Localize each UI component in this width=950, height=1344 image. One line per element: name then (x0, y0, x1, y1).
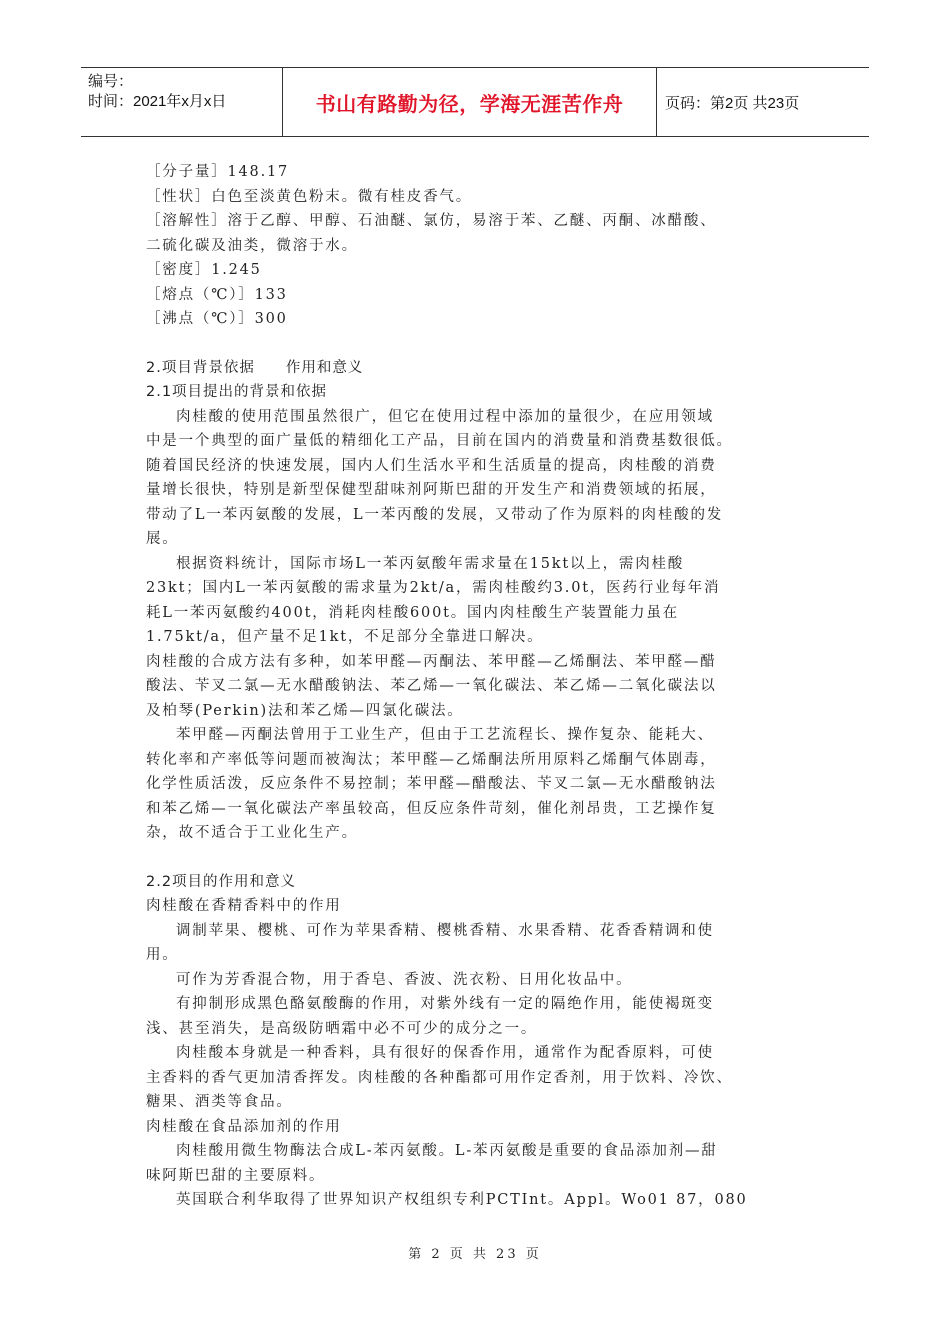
text-line: 及柏琴(Perkin)法和苯乙烯—四氯化碳法。 (146, 702, 464, 719)
text-line: ［性状］白色至淡黄色粉末。微有桂皮香气。 (146, 188, 472, 205)
document-body (146, 160, 818, 1213)
header-table (81, 67, 869, 137)
text-line: 肉桂酸的合成方法有多种，如苯甲醛—丙酮法、苯甲醛—乙烯酮法、苯甲醛—醋 (146, 653, 717, 670)
text-line: 化学性质活泼，反应条件不易控制；苯甲醛—醋酸法、苄叉二氯—无水醋酸钠法 (146, 776, 717, 792)
header-date: 时间：2021年x月x日 (88, 93, 227, 110)
text-line: 带动了L一苯丙氨酸的发展，L一苯丙酸的发展，又带动了作为原料的肉桂酸的发 (146, 506, 724, 523)
text-line: 耗L一苯丙氨酸约400t，消耗肉桂酸600t。国内肉桂酸生产装置能力虽在 (146, 604, 679, 621)
text-line: 糖果、酒类等食品。 (146, 1094, 293, 1110)
text-line: 用。 (146, 947, 179, 963)
text-line: 苯甲醛—丙酮法曾用于工业生产，但由于工艺流程长、操作复杂、能耗大、 (176, 727, 714, 743)
text-line: 肉桂酸本身就是一种香料，具有很好的保香作用，通常作为配香原料，可使 (176, 1045, 714, 1061)
text-line: 有抑制形成黑色酪氨酸酶的作用，对紫外线有一定的隔绝作用，能使褐斑变 (176, 996, 714, 1012)
text-line: 转化率和产率低等问题而被淘汰；苯甲醛—乙烯酮法所用原料乙烯酮气体剧毒， (146, 751, 717, 768)
text-line: ［熔点（℃）］133 (146, 286, 288, 303)
text-line: 肉桂酸在食品添加剂的作用 (146, 1118, 342, 1135)
text-line: 量增长很快，特别是新型保健型甜味剂阿斯巴甜的开发生产和消费领域的拓展， (146, 482, 717, 498)
text-line: 主香料的香气更加清香挥发。肉桂酸的各种酯都可用作定香剂，用于饮料、冷饮、 (146, 1069, 733, 1086)
header-page-info: 页码：第2页 共23页 (665, 94, 800, 112)
text-line: ［溶解性］溶于乙醇、甲醇、石油醚、氯仿，易溶于苯、乙醚、丙酮、冰醋酸、 (146, 213, 717, 229)
page-footer: 第 2 页 共 23 页 (408, 1247, 542, 1262)
text-line: 中是一个典型的面广量低的精细化工产品，目前在国内的消费量和消费基数很低。 (146, 433, 733, 449)
header-motto: 书山有路勤为径，学海无涯苦作舟 (283, 68, 657, 136)
paragraph-gap (146, 846, 818, 870)
header-number: 编号： (88, 73, 134, 90)
text-line: 调制苹果、樱桃、可作为苹果香精、樱桃香精、水果香精、花香香精调和使 (176, 922, 714, 939)
text-line: 根据资料统计，国际市场L一苯丙氨酸年需求量在15kt以上，需肉桂酸 (176, 555, 685, 572)
text-line: 和苯乙烯—一氧化碳法产率虽较高，但反应条件苛刻，催化剂昂贵，工艺操作复 (146, 800, 717, 817)
text-line: 肉桂酸在香精香料中的作用 (146, 898, 342, 914)
text-line: 肉桂酸的使用范围虽然很广，但它在使用过程中添加的量很少，在应用领域 (176, 408, 714, 425)
section-heading: 2.2项目的作用和意义 (146, 873, 297, 890)
text-line: 二硫化碳及油类，微溶于水。 (146, 237, 358, 254)
text-line: 杂，故不适合于工业化生产。 (146, 825, 358, 841)
text-line: 酸法、苄叉二氯—无水醋酸钠法、苯乙烯—一氧化碳法、苯乙烯—二氧化碳法以 (146, 678, 717, 694)
text-line: 随着国民经济的快速发展，国内人们生活水平和生活质量的提高，肉桂酸的消费 (146, 457, 717, 474)
section-heading: 2.项目背景依据 作用和意义 (146, 359, 364, 376)
text-line: 可作为芳香混合物，用于香皂、香波、洗衣粉、日用化妆品中。 (176, 971, 633, 988)
section-heading: 2.1项目提出的背景和依据 (146, 384, 328, 400)
text-line: ［沸点（℃）］300 (146, 311, 288, 327)
text-line: ［分子量］148.17 (146, 164, 290, 180)
text-line: 肉桂酸用微生物酶法合成L-苯丙氨酸。L-苯丙氨酸是重要的食品添加剂—甜 (176, 1143, 718, 1159)
text-line: 23kt；国内L一苯丙氨酸的需求量为2kt/a，需肉桂酸约3.0t，医药行业每年消 (146, 580, 721, 596)
text-line: 展。 (146, 531, 179, 547)
text-line: 味阿斯巴甜的主要原料。 (146, 1167, 326, 1184)
text-line: ［密度］1.245 (146, 262, 262, 278)
text-line: 英国联合利华取得了世界知识产权组织专利PCTInt。Appl。Wo01 87，080 (176, 1192, 748, 1208)
paragraph-gap (146, 332, 818, 356)
text-line: 浅、甚至消失，是高级防晒霜中必不可少的成分之一。 (146, 1020, 538, 1037)
header-meta (81, 68, 283, 136)
text-line: 1.75kt/a，但产量不足1kt，不足部分全靠进口解决。 (146, 629, 544, 645)
